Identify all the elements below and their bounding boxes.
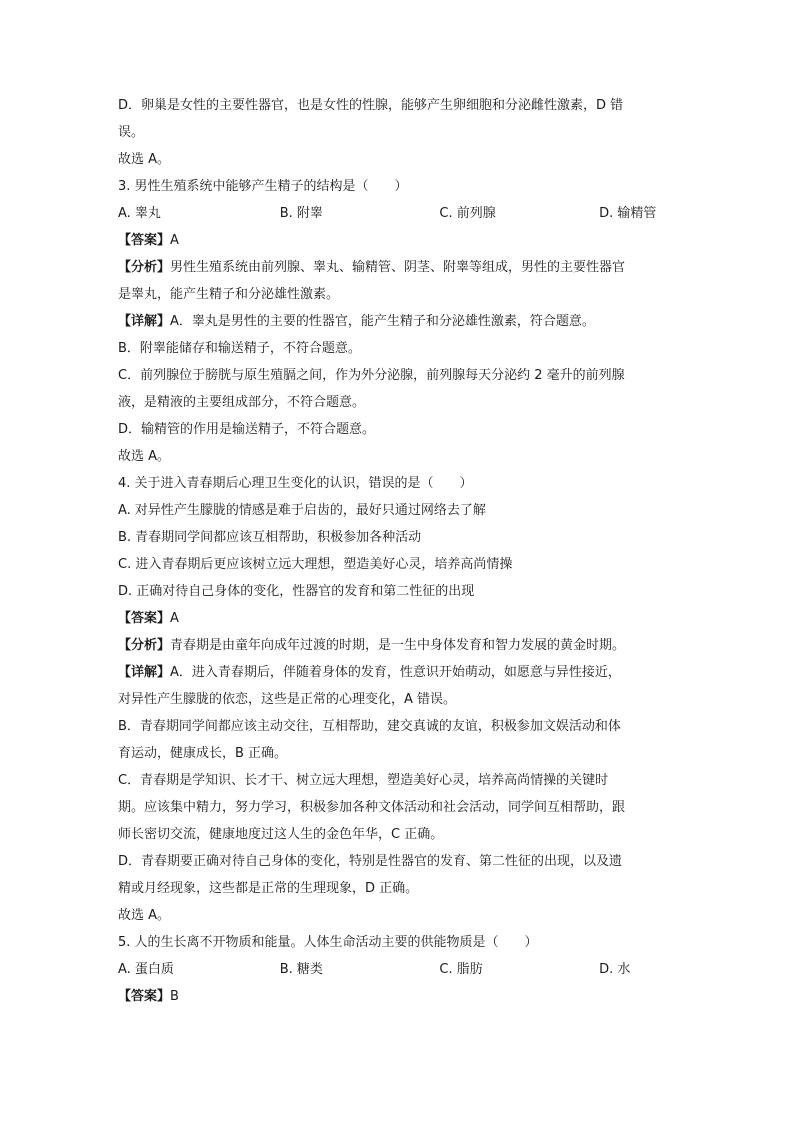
- option-a: A. 对异性产生朦胧的情感是难于启齿的，最好只通过网络去了解: [118, 503, 486, 518]
- analysis-text: 青春期是由童年向成年过渡的时期，是一生中身体发育和智力发展的黄金时期。: [170, 638, 626, 653]
- text-line: 是睾丸，能产生精子和分泌雄性激素。: [118, 287, 340, 302]
- text-line: 对异性产生朦胧的依恋，这些是正常的心理变化，A 错误。: [118, 692, 457, 707]
- answer-value: A: [170, 611, 179, 626]
- answer-tag: 【答案】: [118, 989, 171, 1004]
- text-line: C．前列腺位于膀胱与原生殖膈之间，作为外分泌腺，前列腺每天分泌约 2 毫升的前列腺: [118, 368, 625, 383]
- option-d: D. 输精管: [599, 206, 657, 221]
- option-c: C. 脂肪: [439, 962, 483, 977]
- question-3-options: [118, 200, 678, 227]
- text-line: D．输精管的作用是输送精子，不符合题意。: [118, 422, 376, 437]
- page-content: [118, 92, 678, 1010]
- question-4-stem: 4. 关于进入青春期后心理卫生变化的认识，错误的是（ ）: [118, 476, 473, 491]
- option-b: B. 糖类: [279, 962, 323, 977]
- answer-value: A: [170, 233, 179, 248]
- text-line: 师长密切交流，健康地度过这人生的金色年华，C 正确。: [118, 827, 444, 842]
- text-line: B．附睾能储存和输送精子，不符合题意。: [118, 341, 361, 356]
- answer-line: [118, 983, 678, 1010]
- analysis-tag: 【分析】: [118, 260, 171, 275]
- option-c: C. 进入青春期后更应该树立远大理想，塑造美好心灵，培养高尚情操: [118, 557, 513, 572]
- explanation-line: [118, 308, 678, 335]
- question-5-stem: 5. 人的生长离不开物质和能量。人体生命活动主要的供能物质是（ ）: [118, 935, 538, 950]
- option-b: B. 青春期同学间都应该互相帮助，积极参加各种活动: [118, 530, 422, 545]
- analysis-line: [118, 632, 678, 659]
- analysis-tag: 【分析】: [118, 638, 171, 653]
- answer-line: [118, 605, 678, 632]
- text-line: C．青春期是学知识、长才干、树立远大理想，塑造美好心灵，培养高尚情操的关键时: [118, 773, 609, 788]
- question-5-options: [118, 956, 678, 983]
- text-line: 故选 A。: [118, 152, 171, 167]
- option-d: D. 正确对待自己身体的变化，性器官的发育和第二性征的出现: [118, 584, 475, 599]
- text-line: B．青春期同学间都应该主动交往，互相帮助，建交真诚的友谊，积极参加文娱活动和体: [118, 719, 621, 734]
- text-line: 故选 A。: [118, 449, 171, 464]
- text-line: D．卵巢是女性的主要性器官，也是女性的性腺，能够产生卵细胞和分泌雌性激素，D 错: [118, 98, 624, 113]
- option-c: C. 前列腺: [439, 206, 496, 221]
- text-line: 误。: [118, 125, 145, 140]
- text-line: 故选 A。: [118, 908, 171, 923]
- explanation-tag: 【详解】: [118, 665, 171, 680]
- option-d: D. 水: [599, 962, 631, 977]
- answer-tag: 【答案】: [118, 233, 171, 248]
- explanation-text: A．睾丸是男性的主要的性器官，能产生精子和分泌雄性激素，符合题意。: [170, 314, 595, 329]
- analysis-text: 男性生殖系统由前列腺、睾丸、输精管、阴茎、附睾等组成，男性的主要性器官: [170, 260, 626, 275]
- analysis-line: [118, 254, 678, 281]
- explanation-tag: 【详解】: [118, 314, 171, 329]
- explanation-line: [118, 659, 678, 686]
- question-3-stem: 3. 男性生殖系统中能够产生精子的结构是（ ）: [118, 179, 408, 194]
- option-a: A. 睾丸: [118, 206, 161, 221]
- text-line: 液，是精液的主要组成部分，不符合题意。: [118, 395, 366, 410]
- answer-line: [118, 227, 678, 254]
- text-line: 精或月经现象，这些都是正常的生理现象，D 正确。: [118, 881, 419, 896]
- answer-tag: 【答案】: [118, 611, 171, 626]
- text-line: 期。应该集中精力，努力学习，积极参加各种文体活动和社会活动，同学间互相帮助，跟: [118, 800, 626, 815]
- option-b: B. 附睾: [279, 206, 323, 221]
- text-line: D．青春期要正确对待自己身体的变化，特别是性器官的发育、第二性征的出现，以及遗: [118, 854, 623, 869]
- text-line: 育运动，健康成长，B 正确。: [118, 746, 288, 761]
- answer-value: B: [170, 989, 179, 1004]
- option-a: A. 蛋白质: [118, 962, 174, 977]
- explanation-text: A．进入青春期后，伴随着身体的发育，性意识开始萌动，如愿意与异性接近，: [170, 665, 621, 680]
